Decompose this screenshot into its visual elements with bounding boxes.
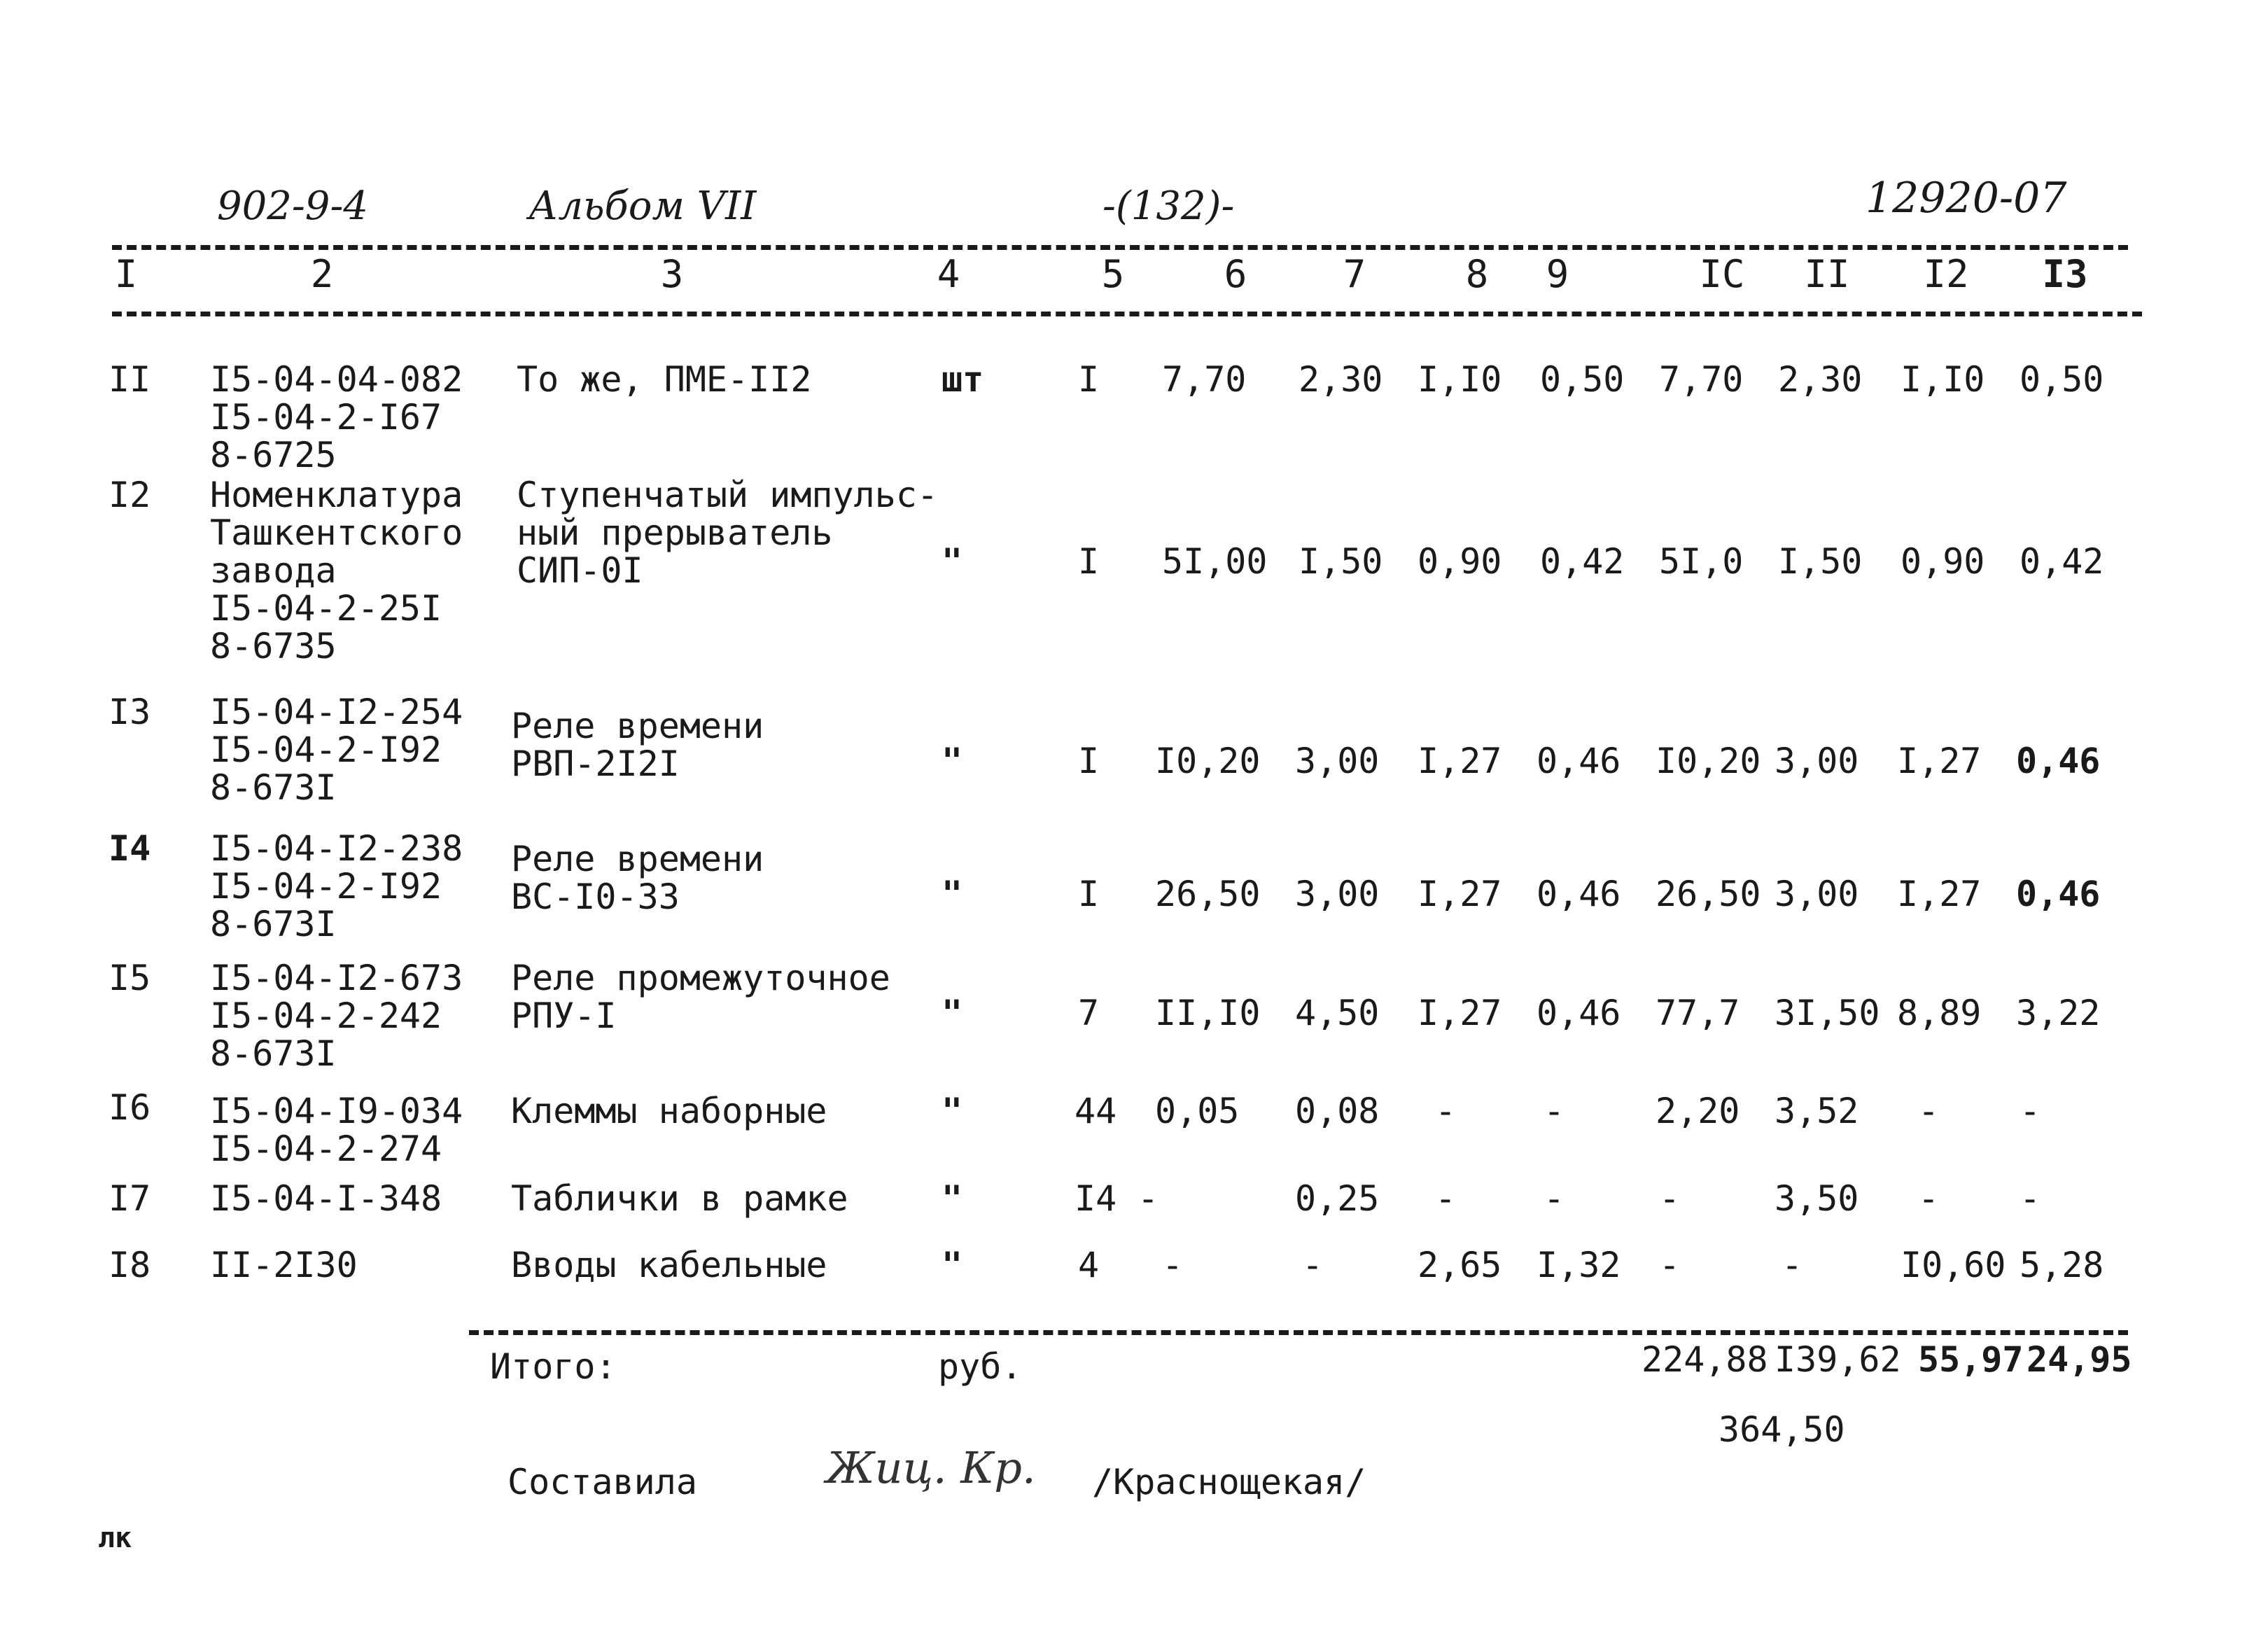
col-12: 8,89	[1897, 993, 1982, 1033]
item-code: I5-04-I2-254 I5-04-2-I92 8-673I	[210, 692, 463, 808]
total-col-12: 55,97	[1918, 1339, 2024, 1380]
col-9: 0,46	[1536, 741, 1621, 781]
col-12: I0,60	[1900, 1245, 2006, 1285]
row-number: I7	[108, 1178, 151, 1219]
col-11: 3,00	[1774, 874, 1859, 914]
row-number: I3	[108, 692, 151, 732]
col-7: 0,25	[1295, 1178, 1380, 1219]
col-8: I,27	[1418, 993, 1502, 1033]
col-10: 2,20	[1656, 1091, 1740, 1131]
col-12: -	[1918, 1091, 1940, 1131]
col-6: 5I,00	[1162, 541, 1268, 582]
quantity: I	[1078, 741, 1100, 781]
col-9: 0,46	[1536, 993, 1621, 1033]
grand-total: 364,50	[1718, 1409, 1845, 1450]
col-7: 3,00	[1295, 741, 1380, 781]
col-9: I,32	[1536, 1245, 1621, 1285]
item-code: I5-04-I9-034 I5-04-2-274	[210, 1091, 463, 1169]
col-9: -	[1544, 1178, 1565, 1219]
col-10: -	[1659, 1245, 1681, 1285]
col-9: 0,42	[1540, 541, 1625, 582]
col-header-10: IC	[1699, 252, 1745, 296]
col-header-12: I2	[1923, 252, 1969, 296]
signature: Жиц. Кр.	[826, 1442, 1036, 1493]
total-col-11: I39,62	[1774, 1339, 1901, 1380]
item-code: Номенклатура Ташкентского завода I5-04-2-25I 8-6735	[210, 475, 463, 666]
item-name: Вводы кабельные	[511, 1245, 827, 1285]
col-10: I0,20	[1656, 741, 1761, 781]
col-header-6: 6	[1224, 252, 1247, 296]
quantity: I	[1078, 874, 1100, 914]
col-13: 3,22	[2016, 993, 2101, 1033]
col-11: I,50	[1778, 541, 1863, 582]
col-10: 5I,0	[1659, 541, 1744, 582]
col-6: -	[1138, 1178, 1159, 1219]
col-header-2: 2	[310, 252, 334, 296]
page-number: -(132)-	[1102, 183, 1235, 229]
corner-mark: лк	[98, 1522, 132, 1554]
col-8: 0,90	[1418, 541, 1502, 582]
col-13: 0,42	[2019, 541, 2104, 582]
item-code: I5-04-I2-673 I5-04-2-242 8-673I	[210, 958, 463, 1074]
col-7: I,50	[1298, 541, 1383, 582]
col-8: I,I0	[1418, 359, 1502, 400]
col-12: -	[1918, 1178, 1940, 1219]
col-6: I0,20	[1155, 741, 1261, 781]
col-7: 2,30	[1298, 359, 1383, 400]
col-header-1: I	[114, 252, 138, 296]
col-11: 3,52	[1774, 1091, 1859, 1131]
col-header-5: 5	[1101, 252, 1125, 296]
quantity: 7	[1078, 993, 1100, 1033]
col-8: 2,65	[1418, 1245, 1502, 1285]
item-code: II-2I30	[210, 1245, 358, 1285]
unit: "	[941, 874, 963, 914]
col-10: -	[1659, 1178, 1681, 1219]
col-header-3: 3	[660, 252, 684, 296]
col-header-9: 9	[1546, 252, 1569, 296]
col-6: II,I0	[1155, 993, 1261, 1033]
item-name: Реле времени РВП-2I2I	[511, 706, 764, 784]
total-col-10: 224,88	[1642, 1339, 1768, 1380]
row-number: II	[108, 359, 151, 400]
col-6: 0,05	[1155, 1091, 1240, 1131]
row-number: I5	[108, 958, 151, 998]
col-8: I,27	[1418, 741, 1502, 781]
col-12: 0,90	[1900, 541, 1985, 582]
col-8: -	[1435, 1178, 1457, 1219]
quantity: 44	[1074, 1091, 1117, 1131]
quantity: I	[1078, 359, 1100, 400]
quantity: I4	[1074, 1178, 1117, 1219]
col-header-7: 7	[1343, 252, 1366, 296]
col-7: -	[1302, 1245, 1324, 1285]
item-code: I5-04-I-348	[210, 1178, 442, 1219]
unit: "	[941, 1245, 963, 1285]
unit: "	[941, 541, 963, 582]
col-10: 7,70	[1659, 359, 1744, 400]
col-12: I,I0	[1900, 359, 1985, 400]
total-col-13: 24,95	[2026, 1339, 2132, 1380]
row-number: I2	[108, 475, 151, 515]
col-11: -	[1782, 1245, 1803, 1285]
header-bottom-rule	[112, 312, 2142, 316]
row-number: I4	[108, 828, 151, 869]
col-11: 2,30	[1778, 359, 1863, 400]
document-code: 902-9-4	[217, 183, 368, 229]
col-header-8: 8	[1465, 252, 1489, 296]
item-name: Таблички в рамке	[511, 1178, 848, 1219]
row-number: I6	[108, 1087, 151, 1128]
col-13: -	[2019, 1091, 2041, 1131]
unit: шт	[941, 359, 984, 400]
album-label: Альбом VII	[528, 183, 757, 229]
col-9: 0,46	[1536, 874, 1621, 914]
item-name: Ступенчатый импульс- ный прерыватель СИП-0I	[517, 475, 939, 591]
unit: "	[941, 1091, 963, 1131]
col-10: 77,7	[1656, 993, 1740, 1033]
item-code: I5-04-I2-238 I5-04-2-I92 8-673I	[210, 828, 463, 944]
col-13: 0,50	[2019, 359, 2104, 400]
col-8: -	[1435, 1091, 1457, 1131]
col-7: 4,50	[1295, 993, 1380, 1033]
col-11: 3,00	[1774, 741, 1859, 781]
col-10: 26,50	[1656, 874, 1761, 914]
col-8: I,27	[1418, 874, 1502, 914]
col-6: 26,50	[1155, 874, 1261, 914]
unit: "	[941, 1178, 963, 1219]
col-11: 3,50	[1774, 1178, 1859, 1219]
compiled-label: Составила	[507, 1462, 697, 1502]
quantity: 4	[1078, 1245, 1100, 1285]
compiler-name: /Краснощекая/	[1092, 1462, 1366, 1502]
col-header-13: I3	[2042, 252, 2088, 296]
item-name: Реле времени ВС-I0-33	[511, 839, 764, 917]
col-header-11: II	[1804, 252, 1850, 296]
unit: "	[941, 741, 963, 781]
item-code: I5-04-04-082 I5-04-2-I67 8-6725	[210, 359, 463, 475]
row-number: I8	[108, 1245, 151, 1285]
col-13: 0,46	[2016, 874, 2101, 914]
col-13: 0,46	[2016, 741, 2101, 781]
totals-label: Итого:	[490, 1346, 617, 1387]
totals-unit: руб.	[938, 1346, 1023, 1387]
col-6: 7,70	[1162, 359, 1247, 400]
col-7: 3,00	[1295, 874, 1380, 914]
item-name: То же, ПМЕ-II2	[517, 359, 812, 400]
header-top-rule	[112, 245, 2128, 250]
unit: "	[941, 993, 963, 1033]
col-header-4: 4	[937, 252, 960, 296]
item-name: Клеммы наборные	[511, 1091, 827, 1131]
col-12: I,27	[1897, 874, 1982, 914]
document-number: 12920-07	[1865, 174, 2067, 223]
col-6: -	[1162, 1245, 1184, 1285]
totals-rule	[469, 1330, 2128, 1335]
col-9: -	[1544, 1091, 1565, 1131]
quantity: I	[1078, 541, 1100, 582]
item-name: Реле промежуточное РПУ-I	[511, 958, 890, 1036]
col-7: 0,08	[1295, 1091, 1380, 1131]
col-13: 5,28	[2019, 1245, 2104, 1285]
col-9: 0,50	[1540, 359, 1625, 400]
col-13: -	[2019, 1178, 2041, 1219]
col-11: 3I,50	[1774, 993, 1880, 1033]
col-12: I,27	[1897, 741, 1982, 781]
